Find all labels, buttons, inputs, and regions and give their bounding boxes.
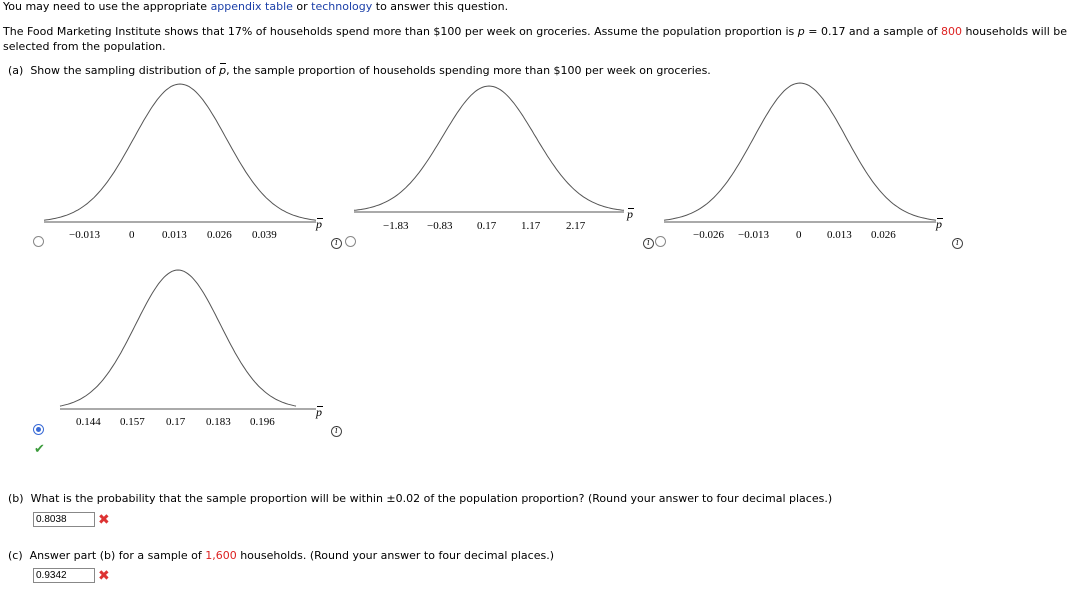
tick-label: −0.026 xyxy=(693,229,724,241)
appendix-table-link[interactable]: appendix table xyxy=(210,0,293,13)
option-1-radio[interactable] xyxy=(33,236,44,247)
part-b-prompt: (b) What is the probability that the sample proportion will be within ±0.02 of the population proportion? (Round your answer to four decimal places.) xyxy=(8,492,833,505)
option-4-radio[interactable] xyxy=(33,424,44,435)
tick-label: 0.157 xyxy=(120,416,145,428)
tick-label: −0.013 xyxy=(738,229,769,241)
incorrect-x-icon: ✖ xyxy=(98,512,110,528)
bell-curve xyxy=(60,268,320,409)
tick-label: 0.196 xyxy=(250,416,275,428)
technology-link[interactable]: technology xyxy=(311,0,373,13)
tick-label: 0.144 xyxy=(76,416,101,428)
axis-label-pbar: p xyxy=(316,405,322,419)
part-b-answer-field[interactable]: 0.8038 xyxy=(33,512,95,527)
sample-size-highlight: 1,600 xyxy=(205,549,237,562)
sample-size-highlight: 800 xyxy=(940,25,962,38)
info-icon[interactable]: i xyxy=(643,238,654,249)
tick-label: 0.17 xyxy=(166,416,186,428)
tick-label: −0.83 xyxy=(427,220,453,232)
tick-label: 1.17 xyxy=(521,220,541,232)
axis-label-pbar: p xyxy=(627,207,633,221)
tick-label: 0 xyxy=(796,229,802,241)
info-icon[interactable]: i xyxy=(331,238,342,249)
tick-label: 0.013 xyxy=(827,229,852,241)
bell-curve xyxy=(44,82,320,222)
correct-check-icon: ✔ xyxy=(34,442,45,457)
tick-label: 0.183 xyxy=(206,416,231,428)
tick-label: −0.013 xyxy=(69,229,100,241)
option-2-radio[interactable] xyxy=(345,236,356,247)
tick-label: 0.013 xyxy=(162,229,187,241)
part-a-label: (a) xyxy=(8,64,24,77)
tick-label: 0.026 xyxy=(207,229,232,241)
axis-label-pbar: p xyxy=(316,217,322,231)
bell-curve xyxy=(354,84,630,212)
notice-line: You may need to use the appropriate appendix table or technology to answer this question. xyxy=(3,0,509,13)
part-a-prompt: (a) Show the sampling distribution of p, the sample proportion of households spending more than $100 per week on groceries. xyxy=(8,64,711,77)
info-icon[interactable]: i xyxy=(952,238,963,249)
question-intro: The Food Marketing Institute shows that 17% of households spend more than $100 per week on groceries. Assume the population proportion is p = 0.17 and a sample of 800 households will be selected from the population. xyxy=(3,25,1067,53)
tick-label: 0.039 xyxy=(252,229,277,241)
bell-curve xyxy=(664,81,940,222)
part-b-label: (b) xyxy=(8,492,24,505)
part-c-label: (c) xyxy=(8,549,23,562)
tick-label: −1.83 xyxy=(383,220,409,232)
part-c-answer-field[interactable]: 0.9342 xyxy=(33,568,95,583)
axis-label-pbar: p xyxy=(936,217,942,231)
incorrect-x-icon: ✖ xyxy=(98,568,110,584)
part-c-prompt: (c) Answer part (b) for a sample of 1,600 households. (Round your answer to four decimal places.) xyxy=(8,549,555,562)
tick-label: 0.026 xyxy=(871,229,896,241)
info-icon[interactable]: i xyxy=(331,426,342,437)
tick-label: 0.17 xyxy=(477,220,497,232)
option-3-radio[interactable] xyxy=(655,236,666,247)
tick-label: 0 xyxy=(129,229,135,241)
tick-label: 2.17 xyxy=(566,220,586,232)
